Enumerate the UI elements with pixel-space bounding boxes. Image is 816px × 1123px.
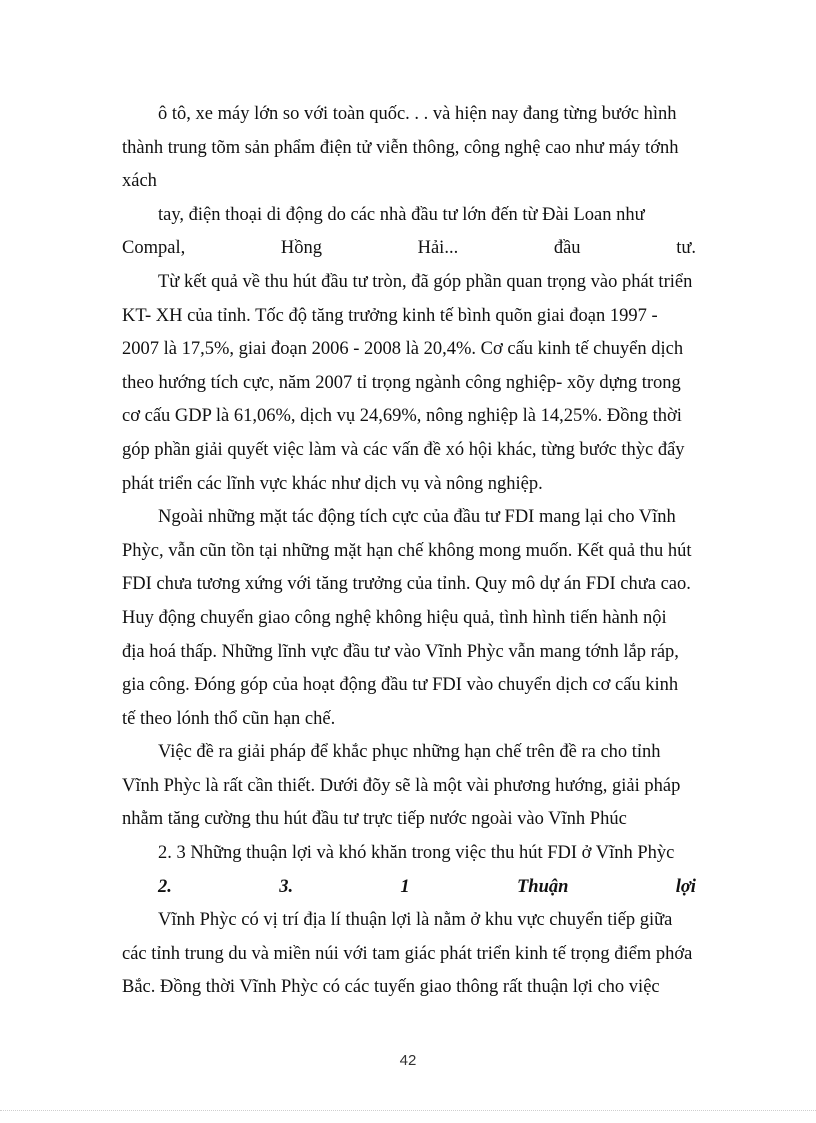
subheading-part: lợi <box>675 876 696 897</box>
text-line: tế theo lónh thổ cũn hạn chế. <box>122 708 336 729</box>
subheading-part: 1 <box>400 876 410 897</box>
text-line: Vĩnh Phỳc là rất cần thiết. Dưới đõy sẽ là một vài phương hướng, giải pháp <box>122 775 681 796</box>
text-line: cơ cấu GDP là 61,06%, dịch vụ 24,69%, nông nghiệp là 14,25%. Đồng thời <box>122 406 682 427</box>
text-line <box>122 232 696 266</box>
text-word: Compal, Hồng Hải... đầu tư. <box>122 238 696 259</box>
text-line: phát triển các lĩnh vực khác như dịch vụ và nông nghiệp. <box>122 473 543 494</box>
text-line: Vĩnh Phỳc có vị trí địa lí thuận lợi là nằm ở khu vực chuyển tiếp giữa <box>158 910 673 931</box>
text-line: Ngoài những mặt tác động tích cực của đầu tư FDI mang lại cho Vĩnh <box>158 507 676 528</box>
subheading-part: 2. <box>158 876 172 897</box>
text-line: gia công. Đóng góp của hoạt động đầu tư FDI vào chuyển dịch cơ cấu kinh <box>122 675 679 696</box>
page-number: 42 <box>399 1052 417 1069</box>
text-line: theo hướng tích cực, năm 2007 tỉ trọng ngành công nghiệp- xõy dựng trong <box>122 372 681 393</box>
text-line: 2007 là 17,5%, giai đoạn 2006 - 2008 là 20,4%. Cơ cấu kinh tế chuyển dịch <box>122 339 684 360</box>
text-line: các tỉnh trung du và miền núi với tam giác phát triển kinh tế trọng điểm phớa <box>122 943 693 964</box>
subsection-heading <box>122 871 696 905</box>
section-heading: 2. 3 Những thuận lợi và khó khăn trong việc thu hút FDI ở Vĩnh Phỳc <box>158 843 675 864</box>
text-line: Huy động chuyển giao công nghệ không hiệu quả, tình hình tiến hành nội <box>122 607 667 628</box>
text-line: thành trung tõm sản phẩm điện tử viễn thông, công nghệ cao như máy tớnh <box>122 137 679 158</box>
text-line: KT- XH của tỉnh. Tốc độ tăng trưởng kinh tế bình quõn giai đoạn 1997 - <box>122 305 658 326</box>
text-line: ô tô, xe máy lớn so với toàn quốc. . . và hiện nay đang từng bước hình <box>158 104 677 124</box>
subheading-part: Thuận <box>516 876 569 897</box>
body-text <box>122 98 696 1005</box>
text-line: Bắc. Đồng thời Vĩnh Phỳc có các tuyến giao thông rất thuận lợi cho việc <box>122 977 660 998</box>
text-line: xách <box>122 171 157 192</box>
text-line: Phỳc, vẫn cũn tồn tại những mặt hạn chế không mong muốn. Kết quả thu hút <box>122 540 692 561</box>
subheading-part: 3. <box>279 876 294 897</box>
text-line: Từ kết quả về thu hút đầu tư tròn, đã góp phần quan trọng vào phát triển <box>158 271 693 292</box>
text-line: địa hoá thấp. Những lĩnh vực đầu tư vào Vĩnh Phỳc vẫn mang tớnh lắp ráp, <box>122 641 679 662</box>
text-line: góp phần giải quyết việc làm và các vấn đề xó hội khác, từng bước thỳc đẩy <box>122 439 685 460</box>
text-line: Việc đề ra giải pháp để khắc phục những hạn chế trên đề ra cho tỉnh <box>158 742 661 763</box>
text-line: tay, điện thoại di động do các nhà đầu tư lớn đến từ Đài Loan như <box>158 204 645 225</box>
text-line: FDI chưa tương xứng với tăng trưởng của tỉnh. Quy mô dự án FDI chưa cao. <box>122 574 691 595</box>
text-line: nhằm tăng cường thu hút đầu tư trực tiếp nước ngoài vào Vĩnh Phúc <box>122 809 627 830</box>
page-bottom-divider <box>0 1110 816 1111</box>
